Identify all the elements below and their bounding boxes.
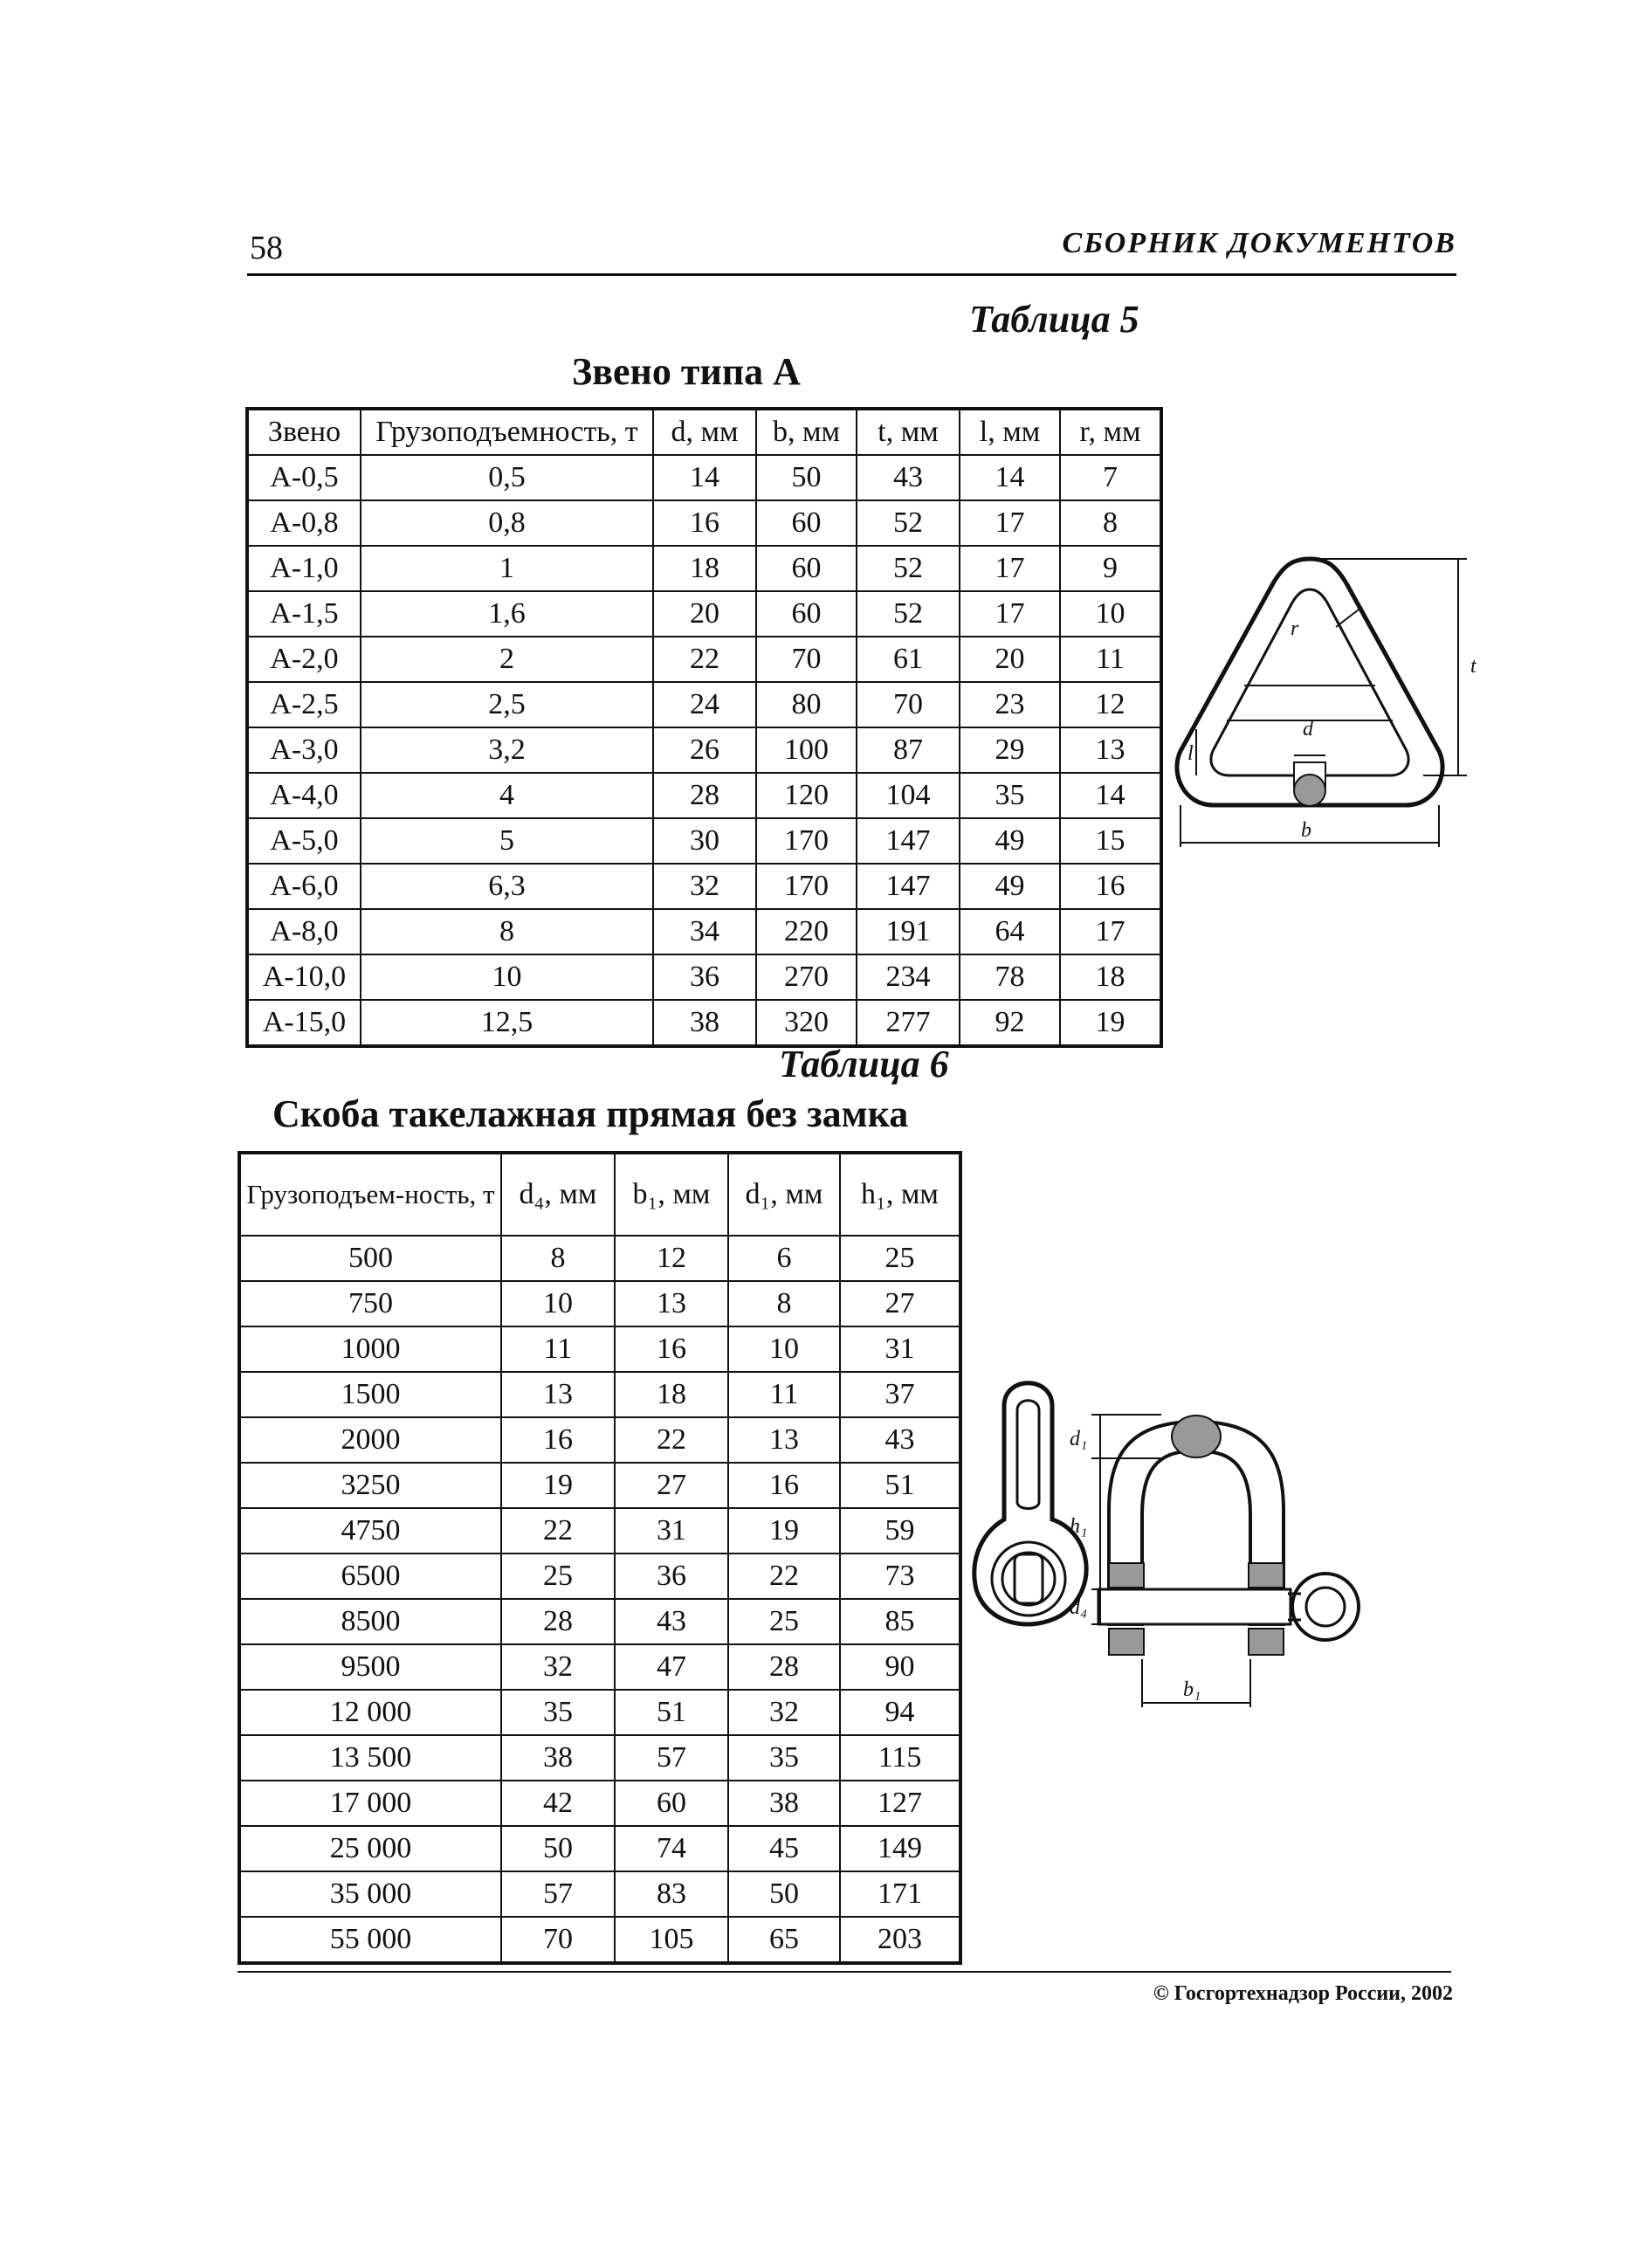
table5-row-cell: 60 xyxy=(756,546,857,591)
table5-col-capacity: Грузоподъемность, т xyxy=(361,409,653,455)
shackle-drawing xyxy=(969,1371,1467,1720)
table6-row xyxy=(239,1781,960,1826)
table5-row xyxy=(247,909,1161,954)
table6-row-cell: 17 000 xyxy=(239,1781,501,1826)
table6-row xyxy=(239,1417,960,1463)
table6-row-cell: 38 xyxy=(501,1735,615,1781)
table6-row-cell: 8 xyxy=(728,1281,840,1326)
table5-row-cell: А-1,0 xyxy=(247,546,361,591)
table6-row xyxy=(239,1871,960,1917)
table6-row-cell: 85 xyxy=(840,1599,960,1644)
table6-row-cell: 42 xyxy=(501,1781,615,1826)
table5-row xyxy=(247,954,1161,1000)
table5-row-cell: 24 xyxy=(653,682,756,727)
page-number: 58 xyxy=(250,230,283,266)
table6-row-cell: 47 xyxy=(615,1644,728,1690)
table6-row-cell: 3250 xyxy=(239,1463,501,1508)
table5-row-cell: 3,2 xyxy=(361,727,653,773)
table5-row-cell: 120 xyxy=(756,773,857,818)
table6-row xyxy=(239,1644,960,1690)
table6-row-cell: 10 xyxy=(728,1326,840,1372)
table6-row-cell: 65 xyxy=(728,1917,840,1963)
table5-row xyxy=(247,864,1161,909)
table5-row-cell: А-5,0 xyxy=(247,818,361,864)
table6-row-cell: 74 xyxy=(615,1826,728,1871)
table6-row-cell: 2000 xyxy=(239,1417,501,1463)
table6-row xyxy=(239,1236,960,1281)
table5-row-cell: 49 xyxy=(960,818,1060,864)
table6-row-cell: 1500 xyxy=(239,1372,501,1417)
table6-row-cell: 32 xyxy=(501,1644,615,1690)
header-rule xyxy=(247,273,1456,276)
table6-row-cell: 115 xyxy=(840,1735,960,1781)
table5-row-cell: А-10,0 xyxy=(247,954,361,1000)
table5-col-zveno: Звено xyxy=(247,409,361,455)
table6-row-cell: 16 xyxy=(615,1326,728,1372)
table6-row-cell: 8 xyxy=(501,1236,615,1281)
table6-row-cell: 203 xyxy=(840,1917,960,1963)
table5-row-cell: 61 xyxy=(857,637,960,682)
table6-row-cell: 35 xyxy=(728,1735,840,1781)
table5-col-r: r, мм xyxy=(1060,409,1161,455)
table6-row-cell: 90 xyxy=(840,1644,960,1690)
table5-row xyxy=(247,546,1161,591)
table5-row-cell: 29 xyxy=(960,727,1060,773)
table6-row-cell: 11 xyxy=(501,1326,615,1372)
table5-row-cell: 60 xyxy=(756,591,857,637)
table6-row-cell: 16 xyxy=(501,1417,615,1463)
table5-row xyxy=(247,773,1161,818)
table6-col-d1: d₁, мм xyxy=(728,1153,840,1236)
footer-rule xyxy=(237,1971,1451,1973)
table5-row-cell: 11 xyxy=(1060,637,1161,682)
table5-row-cell: 14 xyxy=(1060,773,1161,818)
table5-row xyxy=(247,500,1161,546)
table6-row-cell: 22 xyxy=(501,1508,615,1554)
table5-row xyxy=(247,1000,1161,1046)
table6-row-cell: 171 xyxy=(840,1871,960,1917)
table5-row-cell: 13 xyxy=(1060,727,1161,773)
table6-row-cell: 31 xyxy=(615,1508,728,1554)
table5-row-cell: 52 xyxy=(857,591,960,637)
table6-row-cell: 36 xyxy=(615,1554,728,1599)
table6-header-row xyxy=(239,1153,960,1236)
table5-row xyxy=(247,591,1161,637)
table5-row-cell: 17 xyxy=(1060,909,1161,954)
table6-row-cell: 105 xyxy=(615,1917,728,1963)
table6-row-cell: 28 xyxy=(728,1644,840,1690)
table6-row-cell: 25 xyxy=(728,1599,840,1644)
table5-row-cell: 20 xyxy=(653,591,756,637)
table5-row-cell: 87 xyxy=(857,727,960,773)
table6-row-cell: 83 xyxy=(615,1871,728,1917)
table5-row-cell: 19 xyxy=(1060,1000,1161,1046)
table5-row-cell: А-0,5 xyxy=(247,455,361,500)
table5-row-cell: 104 xyxy=(857,773,960,818)
fig5-label-r: r xyxy=(1291,617,1299,640)
table6-row-cell: 19 xyxy=(728,1508,840,1554)
table5-row-cell: 64 xyxy=(960,909,1060,954)
table5-header-row xyxy=(247,409,1161,455)
table5-row-cell: А-0,8 xyxy=(247,500,361,546)
table5-row-cell: 30 xyxy=(653,818,756,864)
table5 xyxy=(245,407,1163,1048)
table6-row-cell: 51 xyxy=(615,1690,728,1735)
table5-row-cell: 270 xyxy=(756,954,857,1000)
table6-row xyxy=(239,1735,960,1781)
table6-col-b1: b₁, мм xyxy=(615,1153,728,1236)
table6-row-cell: 35 xyxy=(501,1690,615,1735)
table6-row-cell: 37 xyxy=(840,1372,960,1417)
table5-row-cell: 17 xyxy=(960,591,1060,637)
table6-row-cell: 22 xyxy=(728,1554,840,1599)
table6-row-cell: 18 xyxy=(615,1372,728,1417)
table6-row xyxy=(239,1690,960,1735)
table6-row-cell: 12 xyxy=(615,1236,728,1281)
table6-label: Таблица 6 xyxy=(779,1043,949,1085)
table5-row-cell: 52 xyxy=(857,546,960,591)
table6-row xyxy=(239,1463,960,1508)
table5-row-cell: 191 xyxy=(857,909,960,954)
table5-row-cell: 35 xyxy=(960,773,1060,818)
table5-row-cell: 43 xyxy=(857,455,960,500)
link-drawing xyxy=(1161,550,1493,856)
table5-row-cell: 9 xyxy=(1060,546,1161,591)
table5-row-cell: 49 xyxy=(960,864,1060,909)
table5-row xyxy=(247,727,1161,773)
copyright-text: © Госгортехнадзор России, 2002 xyxy=(1153,1982,1453,2005)
table5-row-cell: А-15,0 xyxy=(247,1000,361,1046)
table6-row-cell: 22 xyxy=(615,1417,728,1463)
table6-row-cell: 1000 xyxy=(239,1326,501,1372)
table5-row-cell: 34 xyxy=(653,909,756,954)
table5-row-cell: 38 xyxy=(653,1000,756,1046)
fig5-label-d: d xyxy=(1303,718,1313,741)
table5-row-cell: 8 xyxy=(361,909,653,954)
table5-row-cell: А-8,0 xyxy=(247,909,361,954)
table5-row-cell: А-3,0 xyxy=(247,727,361,773)
running-title: СБОРНИК ДОКУМЕНТОВ xyxy=(1062,227,1456,259)
table5-row-cell: 320 xyxy=(756,1000,857,1046)
table6-row-cell: 45 xyxy=(728,1826,840,1871)
fig5-label-t: t xyxy=(1470,655,1476,678)
table5-row-cell: 36 xyxy=(653,954,756,1000)
table5-row-cell: 18 xyxy=(653,546,756,591)
table6-row-cell: 43 xyxy=(615,1599,728,1644)
table6-row-cell: 73 xyxy=(840,1554,960,1599)
table5-row-cell: 28 xyxy=(653,773,756,818)
fig5-label-l: l xyxy=(1187,742,1194,765)
table6-row-cell: 4750 xyxy=(239,1508,501,1554)
table5-col-l: l, мм xyxy=(960,409,1060,455)
table5-row-cell: 170 xyxy=(756,864,857,909)
table6-col-h1: h₁, мм xyxy=(840,1153,960,1236)
table6-row-cell: 51 xyxy=(840,1463,960,1508)
table5-row-cell: 1,6 xyxy=(361,591,653,637)
table5-row xyxy=(247,682,1161,727)
table5-row-cell: 277 xyxy=(857,1000,960,1046)
table5-row xyxy=(247,455,1161,500)
table6-row-cell: 127 xyxy=(840,1781,960,1826)
table6-row-cell: 32 xyxy=(728,1690,840,1735)
table6-row-cell: 27 xyxy=(615,1463,728,1508)
table5-row-cell: 4 xyxy=(361,773,653,818)
fig6-label-d4: d₄ xyxy=(1070,1596,1088,1619)
table6-row-cell: 70 xyxy=(501,1917,615,1963)
table6-row-cell: 6 xyxy=(728,1236,840,1281)
table6-col-capacity: Грузоподъем-ность, т xyxy=(239,1153,501,1236)
table6-row-cell: 13 xyxy=(615,1281,728,1326)
fig6-label-h1: h₁ xyxy=(1070,1515,1088,1538)
table6-row-cell: 13 xyxy=(501,1372,615,1417)
table5-row-cell: 78 xyxy=(960,954,1060,1000)
table6-row-cell: 94 xyxy=(840,1690,960,1735)
table6-row-cell: 25 xyxy=(840,1236,960,1281)
table5-row-cell: 26 xyxy=(653,727,756,773)
table6-row-cell: 13 xyxy=(728,1417,840,1463)
table5-row-cell: 5 xyxy=(361,818,653,864)
table5-row-cell: 2,5 xyxy=(361,682,653,727)
table6-row-cell: 25 xyxy=(501,1554,615,1599)
table6-row-cell: 31 xyxy=(840,1326,960,1372)
table6-row-cell: 8500 xyxy=(239,1599,501,1644)
table5-col-b: b, мм xyxy=(756,409,857,455)
table5-row-cell: А-4,0 xyxy=(247,773,361,818)
table5-row-cell: 2 xyxy=(361,637,653,682)
table6-row-cell: 12 000 xyxy=(239,1690,501,1735)
table6-row-cell: 60 xyxy=(615,1781,728,1826)
table6-row-cell: 43 xyxy=(840,1417,960,1463)
table6-row-cell: 50 xyxy=(501,1826,615,1871)
table6 xyxy=(237,1151,962,1965)
fig6-label-d1: d₁ xyxy=(1070,1428,1088,1450)
table6-row-cell: 750 xyxy=(239,1281,501,1326)
table6-row-cell: 59 xyxy=(840,1508,960,1554)
table6-row-cell: 27 xyxy=(840,1281,960,1326)
table6-title: Скоба такелажная прямая без замка xyxy=(272,1092,909,1135)
table6-row xyxy=(239,1599,960,1644)
table5-row-cell: 22 xyxy=(653,637,756,682)
table5-row-cell: 0,8 xyxy=(361,500,653,546)
table6-row-cell: 28 xyxy=(501,1599,615,1644)
table5-row-cell: 7 xyxy=(1060,455,1161,500)
table6-row-cell: 16 xyxy=(728,1463,840,1508)
table6-row-cell: 55 000 xyxy=(239,1917,501,1963)
table5-row-cell: 16 xyxy=(653,500,756,546)
table5-row-cell: 70 xyxy=(756,637,857,682)
table5-row-cell: 100 xyxy=(756,727,857,773)
table5-col-t: t, мм xyxy=(857,409,960,455)
table6-row-cell: 9500 xyxy=(239,1644,501,1690)
table5-col-d: d, мм xyxy=(653,409,756,455)
table5-row-cell: 50 xyxy=(756,455,857,500)
fig6-label-b1: b₁ xyxy=(1183,1678,1201,1701)
table6-row-cell: 13 500 xyxy=(239,1735,501,1781)
table5-row-cell: 10 xyxy=(1060,591,1161,637)
fig5-label-b: b xyxy=(1301,819,1311,842)
table6-row-cell: 38 xyxy=(728,1781,840,1826)
table5-row-cell: 32 xyxy=(653,864,756,909)
table5-row-cell: 1 xyxy=(361,546,653,591)
table5-row-cell: 170 xyxy=(756,818,857,864)
table5-row-cell: А-2,0 xyxy=(247,637,361,682)
table6-row xyxy=(239,1508,960,1554)
table5-row-cell: 14 xyxy=(960,455,1060,500)
table6-row xyxy=(239,1281,960,1326)
table6-row-cell: 10 xyxy=(501,1281,615,1326)
table5-row-cell: 92 xyxy=(960,1000,1060,1046)
table6-row-cell: 6500 xyxy=(239,1554,501,1599)
table6-row-cell: 500 xyxy=(239,1236,501,1281)
table5-row-cell: А-2,5 xyxy=(247,682,361,727)
table5-label: Таблица 5 xyxy=(969,298,1139,341)
table5-row-cell: А-1,5 xyxy=(247,591,361,637)
table5-row-cell: 147 xyxy=(857,818,960,864)
table5-row-cell: 12,5 xyxy=(361,1000,653,1046)
table6-row xyxy=(239,1326,960,1372)
table5-row-cell: 220 xyxy=(756,909,857,954)
table5-row-cell: А-6,0 xyxy=(247,864,361,909)
table5-row-cell: 14 xyxy=(653,455,756,500)
table5-row xyxy=(247,818,1161,864)
table6-row-cell: 50 xyxy=(728,1871,840,1917)
table6-row-cell: 19 xyxy=(501,1463,615,1508)
table6-row xyxy=(239,1372,960,1417)
table5-row-cell: 17 xyxy=(960,546,1060,591)
table6-row-cell: 149 xyxy=(840,1826,960,1871)
table6-row xyxy=(239,1917,960,1963)
table5-title: Звено типа А xyxy=(572,350,801,393)
table6-row-cell: 57 xyxy=(615,1735,728,1781)
table5-row-cell: 10 xyxy=(361,954,653,1000)
table5-row-cell: 234 xyxy=(857,954,960,1000)
table6-row-cell: 57 xyxy=(501,1871,615,1917)
table5-row-cell: 6,3 xyxy=(361,864,653,909)
table6-row-cell: 35 000 xyxy=(239,1871,501,1917)
table5-row-cell: 147 xyxy=(857,864,960,909)
table5-row-cell: 70 xyxy=(857,682,960,727)
table6-row-cell: 25 000 xyxy=(239,1826,501,1871)
table6-row-cell: 11 xyxy=(728,1372,840,1417)
table5-row xyxy=(247,637,1161,682)
table6-row xyxy=(239,1554,960,1599)
table5-row-cell: 18 xyxy=(1060,954,1161,1000)
table5-row-cell: 8 xyxy=(1060,500,1161,546)
table5-row-cell: 52 xyxy=(857,500,960,546)
table5-row-cell: 80 xyxy=(756,682,857,727)
table6-col-d4: d₄, мм xyxy=(501,1153,615,1236)
table5-row-cell: 23 xyxy=(960,682,1060,727)
table5-row-cell: 0,5 xyxy=(361,455,653,500)
table5-row-cell: 17 xyxy=(960,500,1060,546)
table5-row-cell: 15 xyxy=(1060,818,1161,864)
table5-row-cell: 12 xyxy=(1060,682,1161,727)
table5-row-cell: 20 xyxy=(960,637,1060,682)
table5-row-cell: 60 xyxy=(756,500,857,546)
table5-row-cell: 16 xyxy=(1060,864,1161,909)
table6-row xyxy=(239,1826,960,1871)
